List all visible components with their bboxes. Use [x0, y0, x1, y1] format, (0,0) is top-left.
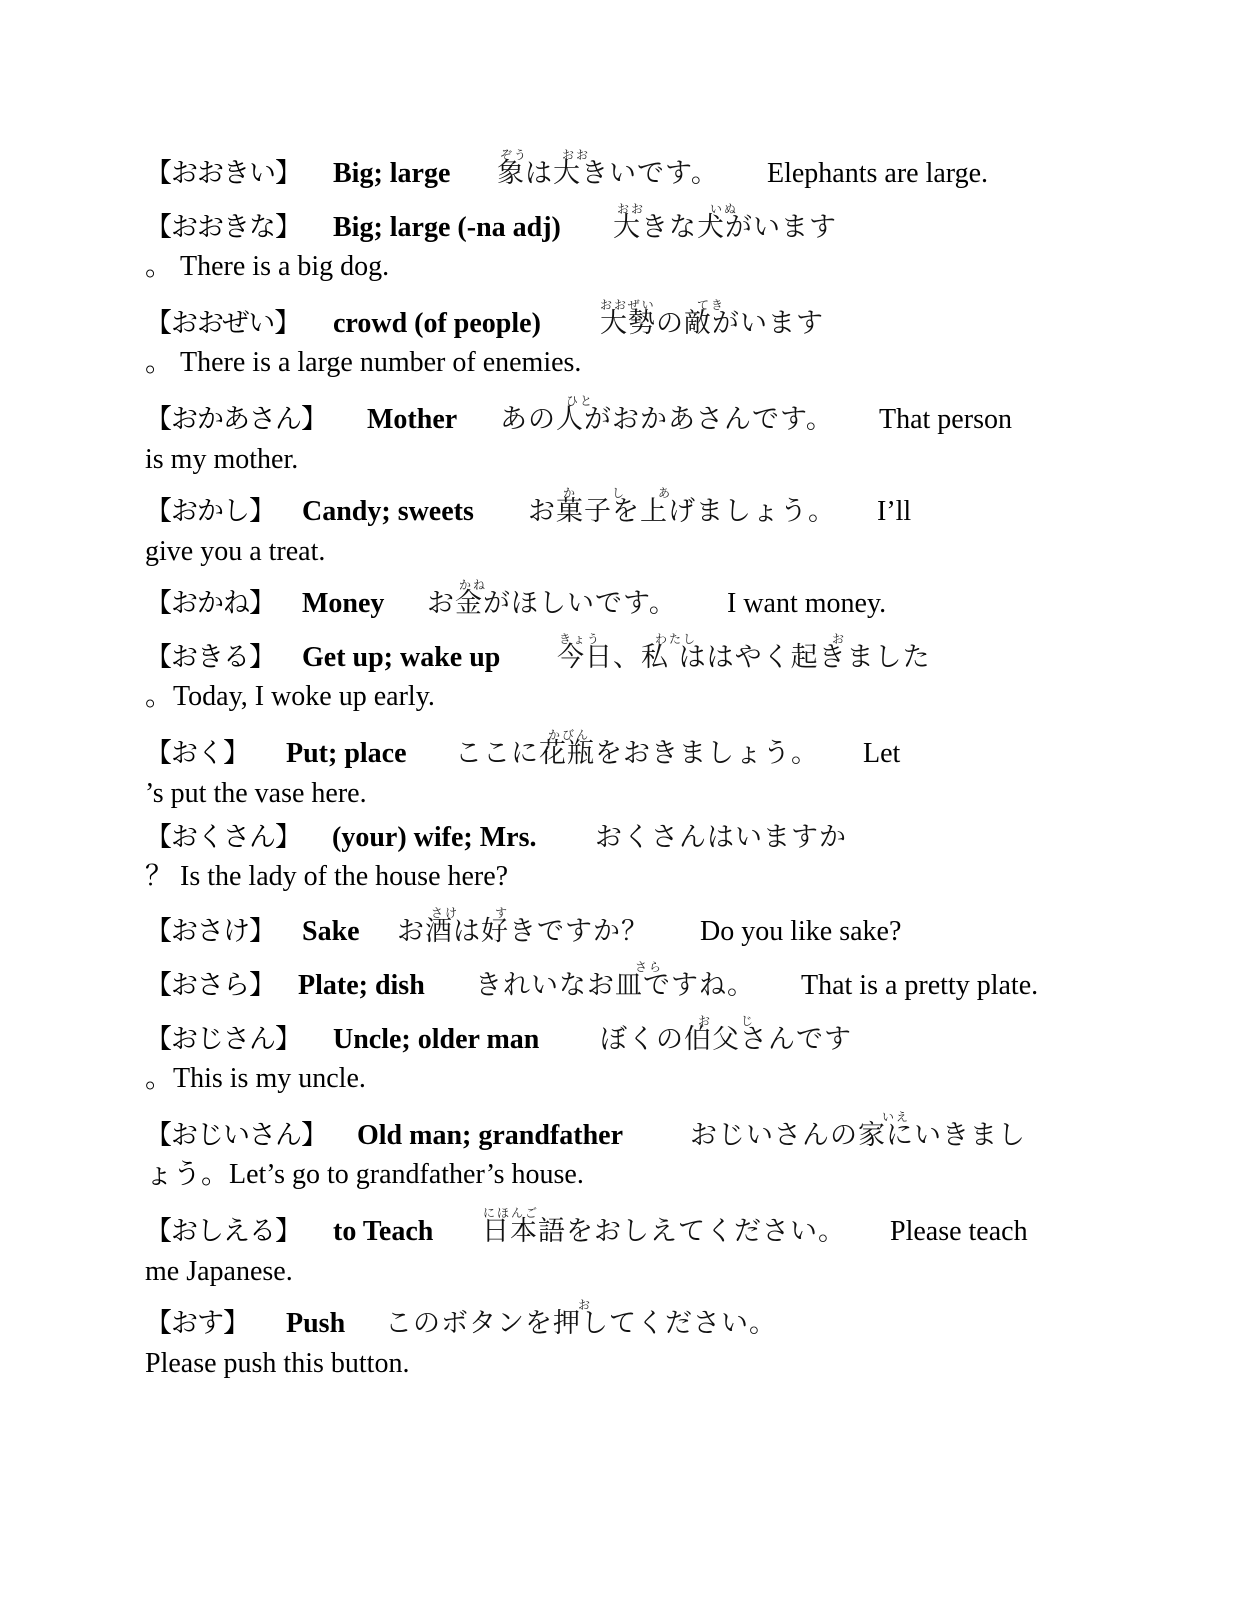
english-gloss: Mother [367, 404, 458, 435]
entry-line [145, 728, 1075, 776]
furigana: ぞう [500, 148, 529, 162]
example-english: That is a pretty plate. [801, 970, 1039, 1001]
example-english: Let [863, 738, 901, 769]
entry-line [145, 960, 1075, 1008]
example-continuation: 。 There is a large number of enemies. [145, 347, 582, 378]
entry-line [145, 632, 1075, 680]
headword: 【おく】 [145, 738, 249, 769]
example-japanese: お酒は好きですか？ [397, 916, 649, 947]
entry-continuation [145, 1062, 1075, 1102]
english-gloss: Put; place [286, 738, 407, 769]
entry-continuation [145, 776, 1075, 816]
example-continuation: give you a treat. [145, 536, 326, 567]
example-english: I’ll [877, 496, 912, 527]
example-continuation: 。 There is a big dog. [145, 251, 390, 282]
example-english: Do you like sake? [700, 916, 902, 947]
furigana: きょう [559, 632, 602, 646]
english-gloss: crowd (of people) [333, 308, 541, 339]
furigana: おおぜい [600, 298, 656, 312]
entry-line [145, 298, 1075, 346]
example-japanese: お菓子を上げましょう。 [528, 496, 836, 527]
example-japanese: あの人がおかあさんです。 [500, 404, 834, 435]
headword: 【おさけ】 [145, 916, 275, 947]
english-gloss: Big; large (-na adj) [333, 212, 561, 243]
example-japanese: お金がほしいです。 [427, 588, 677, 619]
furigana: おお [617, 202, 646, 216]
furigana: わたし [655, 632, 698, 646]
english-gloss: Sake [302, 916, 360, 947]
example-continuation: 。Today, I woke up early. [145, 681, 435, 712]
headword: 【おす】 [145, 1308, 249, 1339]
entry-continuation [145, 442, 1075, 482]
example-japanese: ここに花瓶をおきましょう。 [455, 738, 819, 769]
entry-line [145, 1014, 1075, 1062]
entry-ojiisan [145, 1110, 1075, 1198]
example-japanese: 大きな犬がいます [613, 212, 837, 243]
english-gloss: Plate; dish [298, 970, 425, 1001]
entry-line [145, 1298, 1075, 1346]
entry-continuation [145, 534, 1075, 574]
furigana: おお [562, 148, 591, 162]
furigana: さら [635, 960, 664, 974]
headword: 【おじいさん】 [145, 1120, 327, 1151]
entry-line [145, 1206, 1075, 1254]
headword: 【おかあさん】 [145, 404, 327, 435]
headword: 【おじさん】 [145, 1024, 301, 1055]
headword: 【おおぜい】 [145, 308, 301, 339]
entry-continuation [145, 346, 1075, 386]
entry-line [145, 202, 1075, 250]
english-gloss: Big; large [333, 158, 451, 189]
example-english: Please teach [890, 1216, 1028, 1247]
headword: 【おくさん】 [145, 822, 301, 853]
example-continuation: ょう。Let’s go to grandfather’s house. [145, 1159, 584, 1190]
english-gloss: Get up; wake up [302, 642, 501, 673]
entry-continuation [145, 1254, 1075, 1294]
entry-line [145, 486, 1075, 534]
entry-osake [145, 906, 1075, 954]
entry-continuation [145, 860, 1075, 900]
example-english: That person [879, 404, 1012, 435]
furigana: ひと [566, 394, 595, 408]
entry-continuation [145, 250, 1075, 290]
furigana: にほんご [483, 1206, 540, 1220]
example-japanese: おくさんはいますか [595, 822, 847, 853]
headword: 【おおきい】 [145, 158, 301, 189]
example-continuation: me Japanese. [145, 1256, 293, 1287]
entry-okane [145, 578, 1075, 626]
english-gloss: (your) wife; Mrs. [332, 822, 537, 853]
entry-continuation [145, 1346, 1075, 1386]
example-japanese: 象は大きいです。 [497, 158, 719, 189]
english-gloss: Uncle; older man [333, 1024, 540, 1055]
headword: 【おしえる】 [145, 1216, 301, 1247]
example-japanese: 日本語をおしえてください。 [482, 1216, 846, 1247]
entry-line [145, 394, 1075, 442]
entry-line [145, 578, 1075, 626]
furigana: さけ [431, 906, 460, 920]
furigana: お [698, 1014, 713, 1028]
furigana: か [563, 486, 578, 500]
english-gloss: Money [302, 588, 385, 619]
entry-line [145, 1110, 1075, 1158]
furigana: す [495, 906, 510, 920]
example-japanese: 大勢の敵がいます [600, 308, 824, 339]
entry-oozei [145, 298, 1075, 386]
example-japanese: きれいなお皿ですね。 [475, 970, 755, 1001]
english-gloss: Push [286, 1308, 346, 1339]
furigana: いえ [882, 1110, 911, 1124]
entry-oshieru [145, 1206, 1075, 1294]
example-japanese: このボタンを押してください。 [385, 1308, 777, 1339]
entry-continuation [145, 680, 1075, 720]
entry-line [145, 148, 1075, 196]
example-continuation: ？ Is the lady of the house here? [145, 861, 509, 892]
entry-ookina [145, 202, 1075, 290]
headword: 【おかし】 [145, 496, 275, 527]
entry-okusan [145, 818, 1075, 900]
headword: 【おかね】 [145, 588, 275, 619]
furigana: し [612, 486, 627, 500]
headword: 【おきる】 [145, 642, 275, 673]
entry-okiru [145, 632, 1075, 720]
furigana: お [832, 632, 847, 646]
example-continuation: is my mother. [145, 444, 299, 475]
example-english: Elephants are large. [767, 158, 989, 189]
furigana: かね [459, 578, 488, 592]
headword: 【おさら】 [145, 970, 275, 1001]
entry-okashi [145, 486, 1075, 574]
entry-continuation [145, 1158, 1075, 1198]
example-japanese: ぼくの伯父さんです [600, 1024, 852, 1055]
example-continuation: ’s put the vase here. [145, 778, 367, 809]
furigana: いぬ [710, 202, 739, 216]
furigana: てき [697, 298, 726, 312]
furigana: かびん [548, 728, 591, 742]
entry-ookii [145, 148, 1075, 196]
english-gloss: to Teach [333, 1216, 434, 1247]
english-gloss: Old man; grandfather [357, 1120, 623, 1151]
entry-osara [145, 960, 1075, 1008]
example-continuation: Please push this button. [145, 1348, 410, 1379]
entry-line [145, 906, 1075, 954]
entry-osu [145, 1298, 1075, 1386]
entry-ojisan [145, 1014, 1075, 1102]
example-english: I want money. [727, 588, 887, 619]
example-japanese: 今日、私 ははやく起きました [557, 642, 931, 673]
furigana: じ [741, 1014, 756, 1028]
entry-okaasan [145, 394, 1075, 482]
english-gloss: Candy; sweets [302, 496, 474, 527]
furigana: お [578, 1298, 593, 1312]
example-japanese: おじいさんの家にいきまし [690, 1120, 1026, 1151]
furigana: あ [658, 486, 673, 500]
headword: 【おおきな】 [145, 212, 301, 243]
example-continuation: 。This is my uncle. [145, 1063, 366, 1094]
entry-oku [145, 728, 1075, 816]
